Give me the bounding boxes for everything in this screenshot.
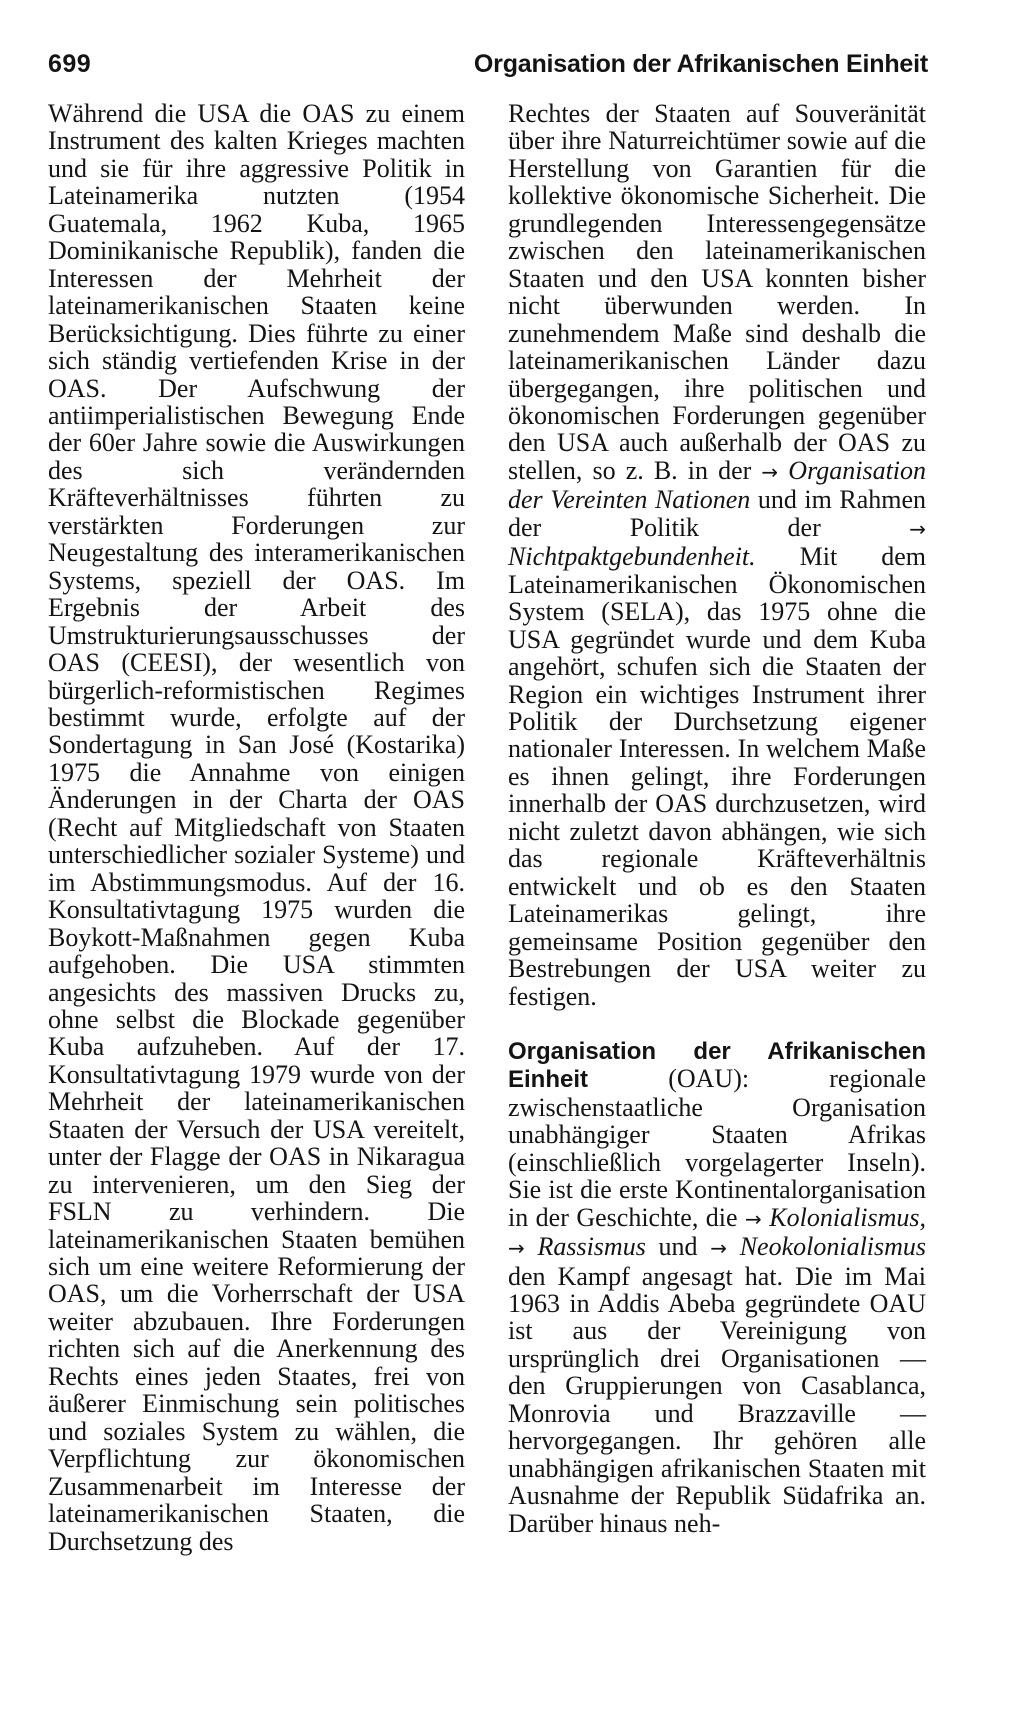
paragraph-text: Mit dem Lateinamerikanischen Ökonomischen System (SELA), das 1975 ohne die USA gegründet wurde und dem Kuba angehört, schufen sich die Staaten der Region ein wichtiges Instrument ihrer Politik der Durchsetzung eigener nationaler Interessen. In welchem Maße es ihnen gelingt, ihre Forderungen innerhalb der OAS durchzusetzen, wird nicht zuletzt davon abhängen, wie sich das regionale Kräfteverhältnis entwickelt und ob es den Staaten Lateinamerikas gelingt, ihre gemeinsame Position gegenüber den Bestrebungen der USA weiter zu festigen. [508,542,926,1011]
entry-text: und [658,1232,698,1262]
cross-reference-neocolonialism[interactable]: Neokolonialismus [739,1232,927,1262]
arrow-icon: → [745,1206,762,1231]
arrow-icon: → [710,1236,727,1261]
arrow-icon: → [761,459,779,484]
right-column-paragraph [508,100,926,1010]
left-column [48,100,465,1555]
entry-headword: Organisation der Afrikanischen Einheit [508,1037,926,1094]
cross-reference-racism[interactable]: Rassismus [537,1232,646,1262]
cross-reference-un[interactable]: Organisation der Vereinten Nationen [508,455,927,515]
paragraph-text: und im Rahmen der Politik der [508,485,927,542]
right-column [508,100,926,1537]
cross-reference-nonalignment[interactable]: Nichtpaktgebundenheit. [508,542,756,572]
page-number: 699 [48,50,92,78]
dictionary-entry-oau [508,1037,926,1537]
paragraph-text: Rechtes der Staaten auf Souveränität über ihre Naturreichtümer sowie auf die Herstellung von Garantien für die kollektive ökonomische Sicherheit. Die grundlegenden Interessengegensätze zwischen den lateinamerikanischen Staaten und den USA konnten bisher nicht überwunden werden. In zunehmendem Maße sind deshalb die lateinamerikanischen Länder dazu übergegangen, ihre politischen und ökonomischen Forderungen gegenüber den USA auch außerhalb der OAS zu stellen, so z. B. in der [508,99,926,485]
cross-reference-colonialism[interactable]: Kolonialismus, [769,1202,927,1232]
entry-text: (OAU): regionale zwischenstaatliche Organisation unabhängiger Staaten Afrikas (einschließlich vorgelagerter Inseln). Sie ist die erste Kontinentalorganisation in der Geschichte, die [508,1064,926,1232]
page-header [48,50,928,86]
arrow-icon: → [909,516,926,541]
entry-text: den Kampf angesagt hat. Die im Mai 1963 in Addis Abeba gegründete OAU ist aus der Vereinigung von ursprünglich drei Organisationen — den Gruppierungen von Casablanca, Monrovia und Brazzaville — hervorgegangen. Ihr gehören alle unabhängigen afrikanischen Staaten mit Ausnahme der Republik Südafrika an. Darüber hinaus neh- [508,1261,926,1538]
left-column-paragraph: Während die USA die OAS zu einem Instrument des kalten Krieges machten und sie für ihre aggressive Politik in Lateinamerika nutzten (1954 Guatemala, 1962 Kuba, 1965 Dominikanische Republik), fanden die Interessen der Mehrheit der lateinamerikanischen Staaten keine Berücksichtigung. Dies führte zu einer sich ständig vertiefenden Krise in der OAS. Der Aufschwung der antiimperialistischen Bewegung Ende der 60er Jahre sowie die Auswirkungen des sich verändernden Kräfteverhältnisses führten zu verstärkten Forderungen zur Neugestaltung des interamerikanischen Systems, speziell der OAS. Im Ergebnis der Arbeit des Umstrukturierungsausschusses der OAS (CEESI), der wesentlich von bürgerlich-reformistischen Regimes bestimmt wurde, erfolgte auf der Sondertagung in San José (Kostarika) 1975 die Annahme von einigen Änderungen in der Charta der OAS (Recht auf Mitgliedschaft von Staaten unterschiedlicher sozialer Systeme) und im Abstimmungsmodus. Auf der 16. Konsultativtagung 1975 wurden die Boykott-Maßnahmen gegen Kuba aufgehoben. Die USA stimmten angesichts des massiven Drucks zu, ohne selbst die Blockade gegenüber Kuba aufzuheben. Auf der 17. Konsultativtagung 1979 wurde von der Mehrheit der lateinamerikanischen Staaten der Versuch der USA vereitelt, unter der Flagge der OAS in Nikaragua zu intervenieren, um den Sieg der FSLN zu verhindern. Die lateinamerikanischen Staaten bemühen sich um eine weitere Reformierung der OAS, um die Vorherrschaft der USA weiter abzubauen. Ihre Forderungen richten sich auf die Anerkennung des Rechts eines jeden Staates, frei von äußerer Einmischung sein politisches und soziales System zu wählen, die Verpflichtung zur ökonomischen Zusammenarbeit im Interesse der lateinamerikanischen Staaten, die Durchsetzung des [48,99,465,1556]
running-head: Organisation der Afrikanischen Einheit [473,50,928,78]
arrow-icon: → [508,1236,525,1261]
